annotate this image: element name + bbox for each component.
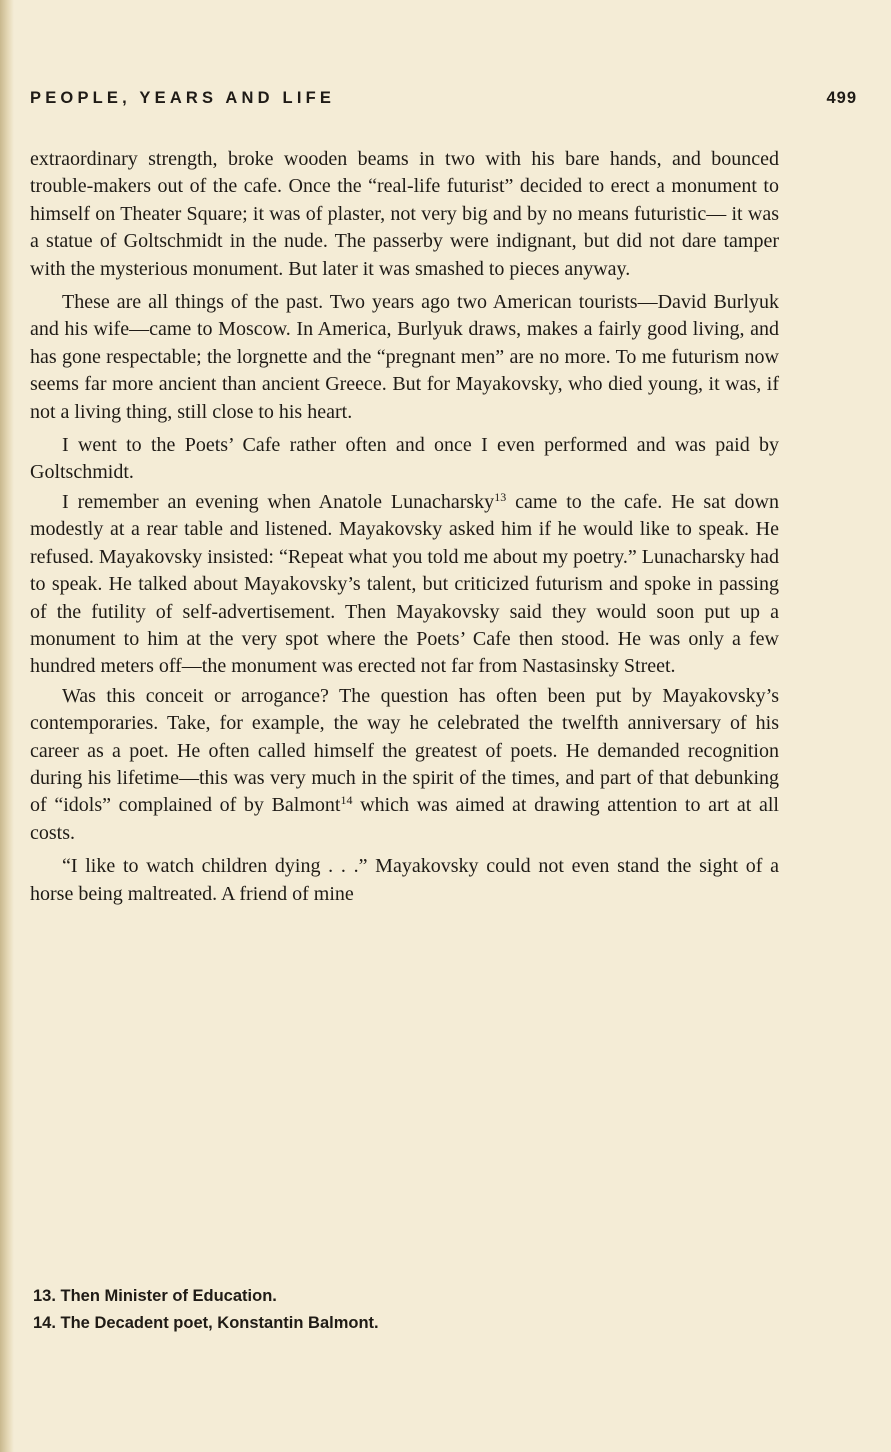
footnote-14: 14. The Decadent poet, Konstantin Balmont. (33, 1314, 379, 1332)
running-title: PEOPLE, YEARS AND LIFE (30, 89, 336, 107)
footnote-ref-14: 14 (340, 793, 353, 808)
footnote-ref-13: 13 (494, 489, 507, 504)
paragraph-conceit (30, 683, 779, 847)
paragraph-text: Was this conceit or arrogance? The question has often been put by Mayakovsky’s contemporaries. Take, for example, the way he celebrated the twelfth anniversary of his career as a poet. He often called himself the greatest of poets. He demanded recognition during his lifetime—this was very much in the spirit of the times, and part of that debunking of “idols” complained of by Balmont (30, 684, 779, 817)
body-text (30, 146, 779, 908)
paragraph-children-dying: “I like to watch children dying . . .” Mayakovsky could not even stand the sight of a horse being maltreated. A friend of mine (30, 855, 779, 905)
paragraph-poets-cafe: I went to the Poets’ Cafe rather often and once I even performed and was paid by Goltschmidt. (30, 434, 779, 484)
running-head (30, 89, 857, 113)
paragraph-text: which was aimed at drawing attention to art at all costs. (30, 794, 779, 844)
page-number: 499 (826, 89, 857, 107)
paragraph-burlyuk-visit: These are all things of the past. Two years ago two American tourists—David Burlyuk and his wife—came to Moscow. In America, Burlyuk draws, makes a fairly good living, and has gone respectable; the lorgnette and the “pregnant men” are no more. To me futurism now seems far more ancient than ancient Greece. But for Mayakovsky, who died young, it was, if not a living thing, still close to his heart. (30, 291, 779, 423)
paragraph-continuation: extraordinary strength, broke wooden beams in two with his bare hands, and bounced trouble-makers out of the cafe. Once the “real-life futurist” decided to erect a monument to himself on Theater Square; it was of plaster, not very big and by no means futuristic— it was a statue of Goltschmidt in the nude. The passerby were indignant, but did not dare tamper with the mysterious monument. But later it was smashed to pieces anyway. (30, 148, 779, 280)
paragraph-text: I remember an evening when Anatole Lunacharsky (62, 490, 495, 513)
paragraph-lunacharsky (30, 489, 779, 681)
paragraph-text: came to the cafe. He sat down modestly at a rear table and listened. Mayakovsky asked him if he would like to speak. He refused. Mayakovsky insisted: “Repeat what you told me about my poetry.” Lunacharsky had to speak. He talked about Mayakovsky’s talent, but criticized futurism and spoke in passing of the futility of self-advertisement. Then Mayakovsky said they would soon put up a monument to him at the very spot where the Poets’ Cafe then stood. He was only a few hundred meters off—the monument was erected not far from Nastasinsky Street. (30, 490, 779, 678)
footnotes (33, 1283, 773, 1337)
page-gutter-shadow (0, 0, 14, 1452)
footnote-13: 13. Then Minister of Education. (33, 1287, 277, 1305)
